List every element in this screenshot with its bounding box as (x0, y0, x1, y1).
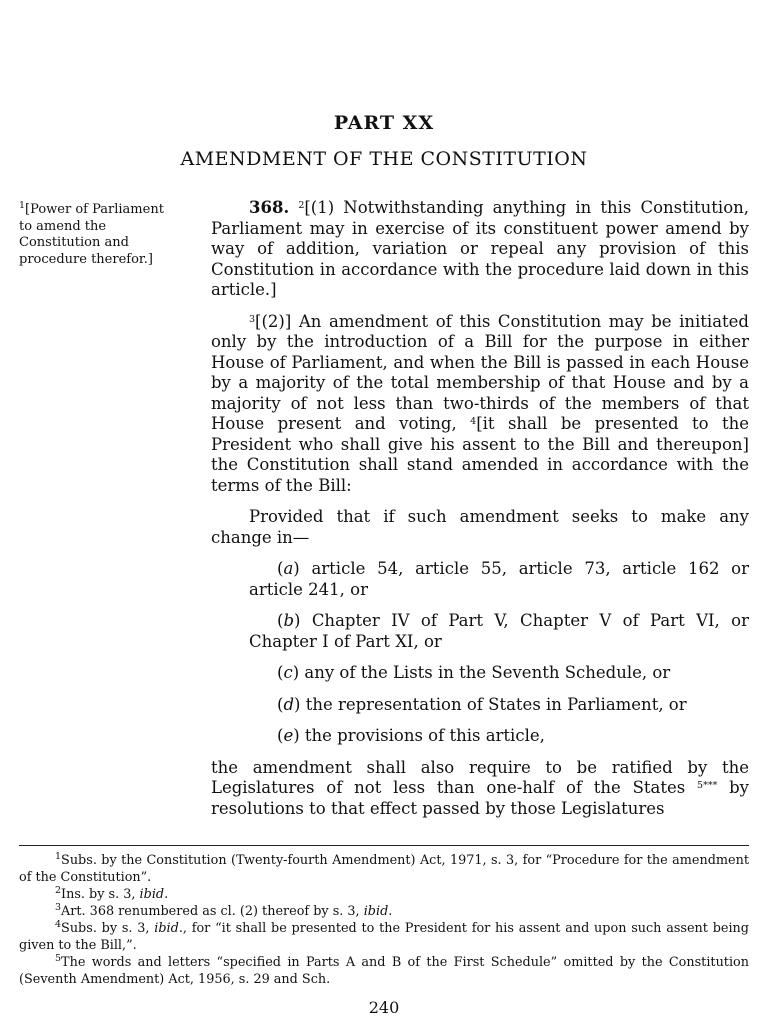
footnote-5 (19, 954, 749, 988)
clause-2-text-b: [it shall be presented to the President who shall give his assent to the Bill and thereupon] the Constitution shall stand amended in accordance with the terms of the Bill: (211, 414, 750, 495)
footnote-text: . (388, 904, 393, 919)
footnote-2 (19, 886, 749, 903)
sub-clause-text: Chapter IV of Part V, Chapter V of Part VI, or Chapter I of Part XI, or (249, 611, 749, 651)
closing-paragraph (211, 758, 749, 820)
closing-text-b: by resolutions to that effect passed by those Legislatures (211, 778, 749, 818)
sub-clause-label: e (283, 726, 294, 745)
marginal-note-text: [Power of Parliament to amend the Constitution and procedure therefor.] (19, 202, 164, 267)
footnote-ref: 3 (249, 313, 256, 325)
sub-clause-text: the provisions of this article, (304, 726, 545, 745)
sub-clause-b: (b) Chapter IV of Part V, Chapter V of Part VI, or Chapter I of Part XI, or (249, 611, 749, 651)
sub-clause-c: (c) any of the Lists in the Seventh Schedule, or (277, 663, 671, 682)
footnote-text: Subs. by s. 3, (61, 921, 150, 936)
footnote-ref: 5 (697, 780, 704, 791)
footnote-text: ., for “it shall be presented to the President for his assent and upon such assent being given to the Bill,”. (19, 921, 749, 953)
sub-clause-d: (d) the representation of States in Parliament, or (277, 694, 687, 714)
article-clause-1 (211, 198, 749, 301)
sub-clause-e: (e) the provisions of this article, (277, 726, 545, 745)
footnote-3 (19, 903, 749, 920)
footnote-ibid: ibid (363, 904, 389, 919)
article-number: 368. (249, 198, 290, 217)
footnote-text: Subs. by the Constitution (Twenty-fourth Amendment) Act, 1971, s. 3, for “Procedure for the amendment of the Constitution”. (19, 853, 749, 885)
omission-stars: *** (703, 780, 718, 791)
page-number: 240 (368, 998, 400, 1017)
sub-clause-text: article 54, article 55, article 73, article 162 or article 241, or (249, 559, 749, 599)
sub-clause-a: (a) article 54, article 55, article 73, article 162 or article 241, or (249, 559, 749, 599)
footnote-text: Ins. by s. 3, (61, 887, 136, 902)
sub-clause-label: a (283, 559, 294, 578)
sub-clause-label: b (283, 611, 294, 630)
closing-text-a: the amendment shall also require to be ratified by the Legislatures of not less than one-half of the States (211, 757, 749, 797)
sub-clause-text: the representation of States in Parliament, or (305, 694, 687, 714)
clause-2-text-a: [(2)] An amendment of this Constitution may be initiated only by the introduction of a Bill for the purpose in either House of Parliament, and when the Bill is passed in each House by a majority of the total membership of that House and by a majority of not less than two-thirds of the members of that House present and voting, (211, 311, 749, 433)
footnote-text: Art. 368 renumbered as cl. (2) thereof by s. 3, (61, 904, 360, 919)
article-body (211, 198, 749, 830)
footnote-ref: 2 (298, 200, 305, 211)
footnote-text: The words and letters “specified in Parts A and B of the First Schedule” omitted by the Constitution (Seventh Amendment) Act, 1956, s. 29 and Sch. (19, 955, 749, 987)
sub-clause-label: d (283, 694, 294, 714)
part-title: AMENDMENT OF THE CONSTITUTION (180, 148, 588, 170)
marginal-note (19, 202, 167, 268)
footnote-text: . (164, 887, 169, 902)
footnote-divider (19, 845, 749, 846)
footnote-4 (19, 920, 749, 954)
footnote-ibid: ibid (154, 921, 179, 936)
footnote-marker: 5 (55, 953, 62, 964)
footnote-marker: 3 (55, 902, 62, 913)
proviso: Provided that if such amendment seeks to make any change in— (211, 507, 749, 547)
footnote-1 (19, 852, 749, 886)
footnote-marker: 1 (55, 851, 62, 862)
sub-clause-label: c (283, 663, 293, 682)
footnote-marker: 2 (55, 885, 62, 896)
sub-clause-text: any of the Lists in the Seventh Schedule, or (304, 663, 671, 682)
part-heading: PART XX (333, 112, 435, 134)
footnote-ref: 1 (19, 200, 26, 211)
footnotes (19, 852, 749, 988)
clause-1-text: [(1) Notwithstanding anything in this Constitution, Parliament may in exercise of its constituent power amend by way of addition, variation or repeal any provision of this Constitution in accordance with the procedure laid down in this article.] (211, 198, 750, 299)
footnote-ibid: ibid (139, 887, 165, 902)
article-clause-2 (211, 312, 749, 497)
footnote-ref: 4 (470, 416, 477, 427)
footnote-marker: 4 (55, 919, 62, 930)
